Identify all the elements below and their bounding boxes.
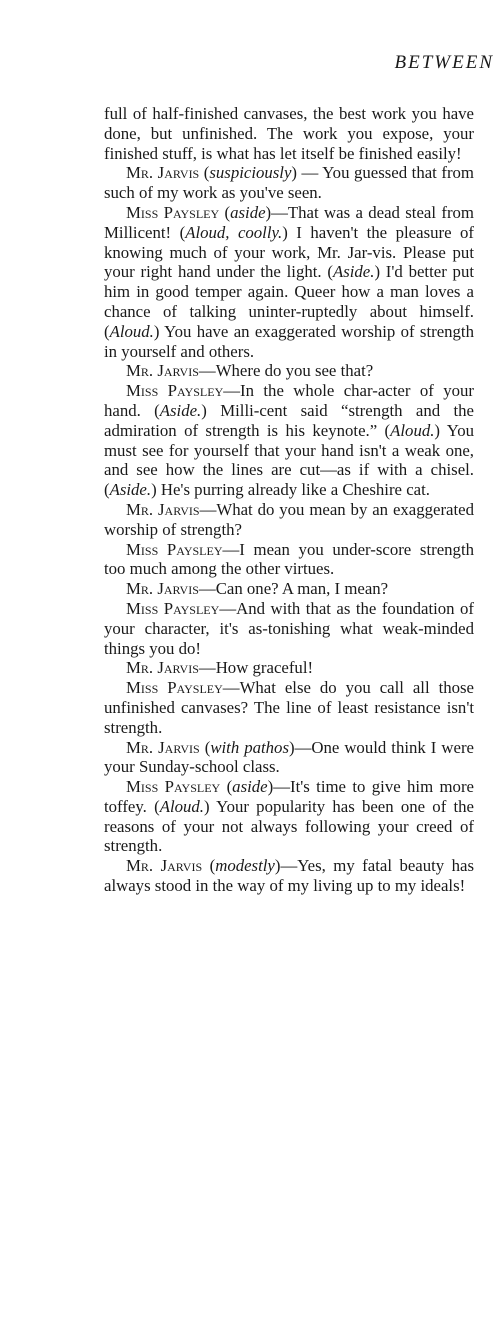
speaker-name: Miss Paysley xyxy=(126,598,220,618)
speaker-name: Mr. Jarvis xyxy=(126,658,199,678)
stage-direction: Aloud. xyxy=(109,321,154,341)
dialogue-text: )—One would think I were your Sunday-school class. xyxy=(104,737,474,777)
dialogue-text: ) Your popularity has been one of the reasons of your not always following your creed of strength. xyxy=(104,796,475,856)
stage-direction: suspiciously xyxy=(209,163,292,183)
dialogue-text: ) You have an exaggerated worship of strength in yourself and others. xyxy=(104,321,474,361)
dialogue-text: ) — You guessed that from such of my work as you've seen. xyxy=(104,163,474,203)
dialogue-text: ( xyxy=(219,202,231,222)
stage-direction: aside xyxy=(232,777,268,797)
dialogue-text: ( xyxy=(202,856,216,876)
speaker-name: Mr. Jarvis xyxy=(126,499,200,519)
dialogue-paragraph xyxy=(104,658,474,678)
dialogue-text: —Where do you see that? xyxy=(198,361,374,381)
dialogue-text: )—Yes, my fatal beauty has always stood in the way of my living up to my ideals! xyxy=(104,856,474,896)
speaker-name: Miss Paysley xyxy=(126,777,221,797)
stage-direction: Aside. xyxy=(332,262,375,282)
speaker-name: Mr. Jarvis xyxy=(126,579,199,599)
dialogue-text: —In the whole char-acter of your hand. ( xyxy=(104,381,474,420)
dialogue-text: —What else do you call all those unfinished canvases? The line of least resistance isn't strength. xyxy=(104,678,474,737)
dialogue-paragraph xyxy=(104,599,474,658)
dialogue-paragraph xyxy=(104,678,474,737)
dialogue-text: )—It's time to give him more toffey. ( xyxy=(104,777,474,816)
speaker-name: Mr. Jarvis xyxy=(126,163,200,183)
dialogue-paragraph xyxy=(104,738,474,778)
dialogue-text: ) He's purring already like a Cheshire cat. xyxy=(151,480,430,500)
dialogue-text: —Can one? A man, I mean? xyxy=(198,579,389,599)
running-head: BETWEEN xyxy=(394,52,494,73)
dialogue-paragraph xyxy=(104,163,474,203)
stage-direction: aside xyxy=(230,202,266,222)
speaker-name: Miss Paysley xyxy=(126,678,223,698)
dialogue-text: ) I'd better put him in good temper again. Queer how a man loves a chance of talking uninter-ruptedly about himself. ( xyxy=(104,262,474,341)
dialogue-paragraph xyxy=(104,361,474,381)
stage-direction: Aloud. xyxy=(390,420,435,440)
speaker-name: Miss Paysley xyxy=(126,381,224,401)
stage-direction: with pathos xyxy=(210,737,289,757)
dialogue-text: ( xyxy=(199,737,211,757)
dialogue-paragraph xyxy=(104,381,474,500)
stage-direction: Aloud, coolly. xyxy=(185,222,283,242)
dialogue-text: full of half-finished canvases, the best work you have done, but unfinished. The work you expose, your finished stuff, is what has let itself be finished easily! xyxy=(104,104,474,163)
dialogue-paragraph xyxy=(104,777,474,856)
speaker-name: Mr. Jarvis xyxy=(126,737,200,757)
dialogue-text: —And with that as the foundation of your character, it's as-tonishing what weak-minded things you do! xyxy=(104,598,475,658)
stage-direction: Aside. xyxy=(109,480,152,500)
speaker-name: Miss Paysley xyxy=(126,539,223,559)
page-body xyxy=(104,104,474,896)
dialogue-text: —What do you mean by an exaggerated worship of strength? xyxy=(104,499,474,539)
dialogue-text: ) I haven't the pleasure of knowing much of your work, Mr. Jar-vis. Please put your right hand under the light. ( xyxy=(104,222,474,282)
stage-direction: Aloud. xyxy=(159,796,204,816)
dialogue-text: ) You must see for yourself that your hand isn't a weak one, and see how the lines are cut—as if with a chisel. ( xyxy=(104,420,474,500)
dialogue-paragraph xyxy=(104,500,474,540)
dialogue-paragraph xyxy=(104,104,474,163)
stage-direction: modestly xyxy=(215,856,275,876)
stage-direction: Aside. xyxy=(159,400,202,420)
speaker-name: Mr. Jarvis xyxy=(126,361,199,381)
dialogue-text: ( xyxy=(220,777,233,797)
dialogue-paragraph xyxy=(104,579,474,599)
dialogue-text: ) Milli-cent said “strength and the admiration of strength is his keynote.” ( xyxy=(104,400,474,440)
dialogue-text: —I mean you under-score strength too much among the other virtues. xyxy=(104,539,474,579)
dialogue-paragraph xyxy=(104,856,474,896)
speaker-name: Miss Paysley xyxy=(126,202,220,222)
dialogue-text: ( xyxy=(199,163,210,183)
dialogue-text: —How graceful! xyxy=(198,658,314,678)
dialogue-text: )—That was a dead steal from Millicent! ( xyxy=(104,202,474,242)
speaker-name: Mr. Jarvis xyxy=(126,856,203,876)
dialogue-paragraph xyxy=(104,540,474,580)
dialogue-paragraph xyxy=(104,203,474,361)
